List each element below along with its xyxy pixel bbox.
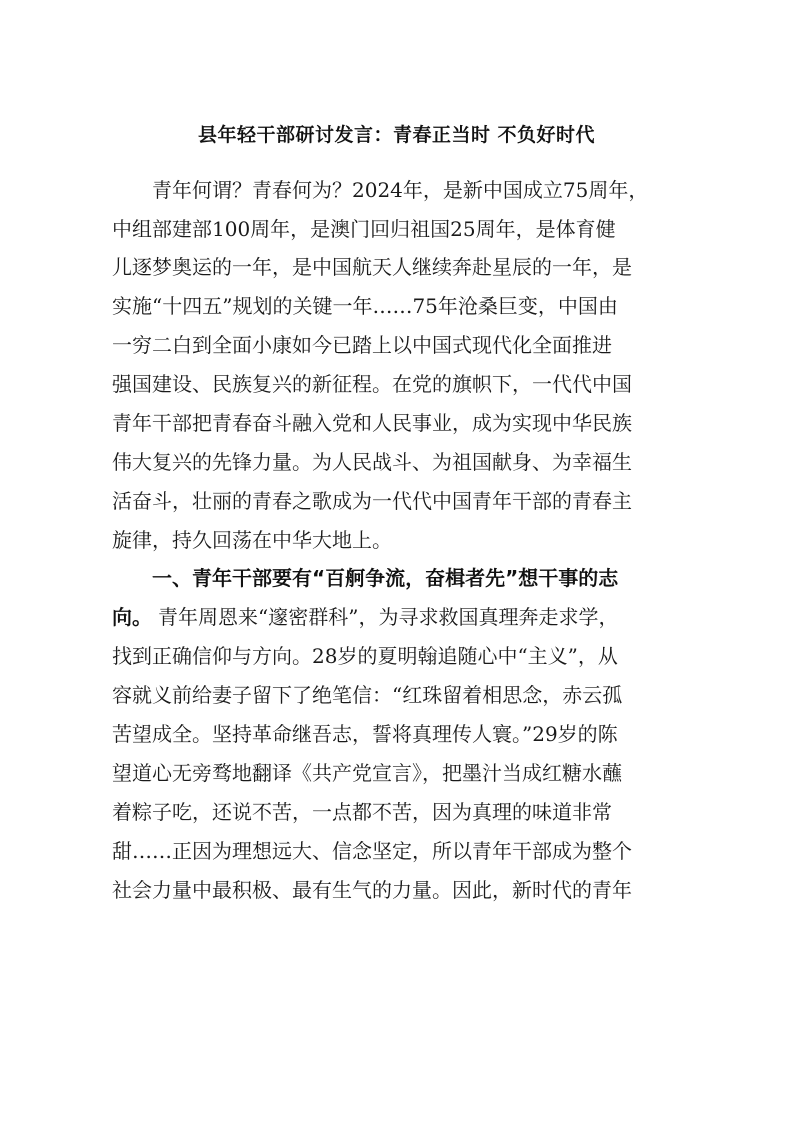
section-1-body-line [0, 640, 793, 672]
section-1-body-line [0, 757, 793, 789]
paragraph-1-line-text: 旋律，持久回荡在中华大地上。 [112, 528, 392, 552]
section-1-body-line [0, 874, 793, 906]
section-1-body-line-text: 甜……正因为理想远大、信念坚定，所以青年干部成为整个 [112, 839, 632, 863]
paragraph-1-line-text: 儿逐梦奥运的一年，是中国航天人继续奔赴星辰的一年，是 [112, 255, 632, 279]
section-1-body-line [0, 679, 793, 711]
paragraph-1-line-text: 青年何谓？青春何为？2024年，是新中国成立75周年， [152, 178, 649, 202]
section-1-body-line-text: 着粽子吃，还说不苦，一点都不苦，因为真理的味道非常 [112, 800, 612, 824]
paragraph-1-line [0, 368, 793, 400]
document-title: 县年轻干部研讨发言：青春正当时 不负好时代 [197, 124, 596, 146]
section-1-body-line [0, 718, 793, 750]
section-1-heading-continuation [0, 601, 793, 633]
section-1-body-line [0, 796, 793, 828]
section-1-body-line-text: 社会力量中最积极、最有生气的力量。因此，新时代的青年 [112, 878, 632, 902]
section-1-heading-end: 向。 [112, 605, 152, 629]
paragraph-1-line [0, 446, 793, 478]
paragraph-1-line-text: 伟大复兴的先锋力量。为人民战斗、为祖国献身、为幸福生 [112, 450, 632, 474]
paragraph-1-line [0, 407, 793, 439]
paragraph-1-line [0, 290, 793, 322]
paragraph-1-line-text: 中组部建部100周年，是澳门回归祖国25周年，是体育健 [112, 217, 616, 241]
paragraph-1-line-text: 强国建设、民族复兴的新征程。在党的旗帜下，一代代中国 [112, 372, 632, 396]
section-1-body-line-text: 望道心无旁骛地翻译《共产党宣言》，把墨汁当成红糖水蘸 [112, 761, 622, 785]
paragraph-1-line-text: 活奋斗，壮丽的青春之歌成为一代代中国青年干部的青春主 [112, 489, 632, 513]
section-1-heading [0, 562, 793, 594]
paragraph-1-line [0, 329, 793, 361]
paragraph-1-line [0, 174, 793, 206]
section-1-body-line-text: 找到正确信仰与方向。28岁的夏明翰追随心中“主义”，从 [112, 644, 618, 668]
section-1-heading-text: 一、青年干部要有“百舸争流，奋楫者先”想干事的志 [152, 566, 619, 590]
paragraph-1-line [0, 485, 793, 517]
paragraph-1-line [0, 213, 793, 245]
paragraph-1-line [0, 524, 793, 556]
section-1-body-start: 青年周恩来“邃密群科”，为寻求救国真理奔走求学， [158, 605, 619, 629]
section-1-body-line [0, 835, 793, 867]
section-1-body-line-text: 苦望成全。坚持革命继吾志，誓将真理传人寰。”29岁的陈 [112, 722, 618, 746]
section-1-body-line-text: 容就义前给妻子留下了绝笔信：“红珠留着相思念，赤云孤 [112, 683, 623, 707]
paragraph-1-line [0, 251, 793, 283]
paragraph-1-line-text: 一穷二白到全面小康如今已踏上以中国式现代化全面推进 [112, 333, 612, 357]
paragraph-1-line-text: 实施“十四五”规划的关键一年……75年沧桑巨变，中国由 [112, 294, 618, 318]
paragraph-1-line-text: 青年干部把青春奋斗融入党和人民事业，成为实现中华民族 [112, 411, 632, 435]
